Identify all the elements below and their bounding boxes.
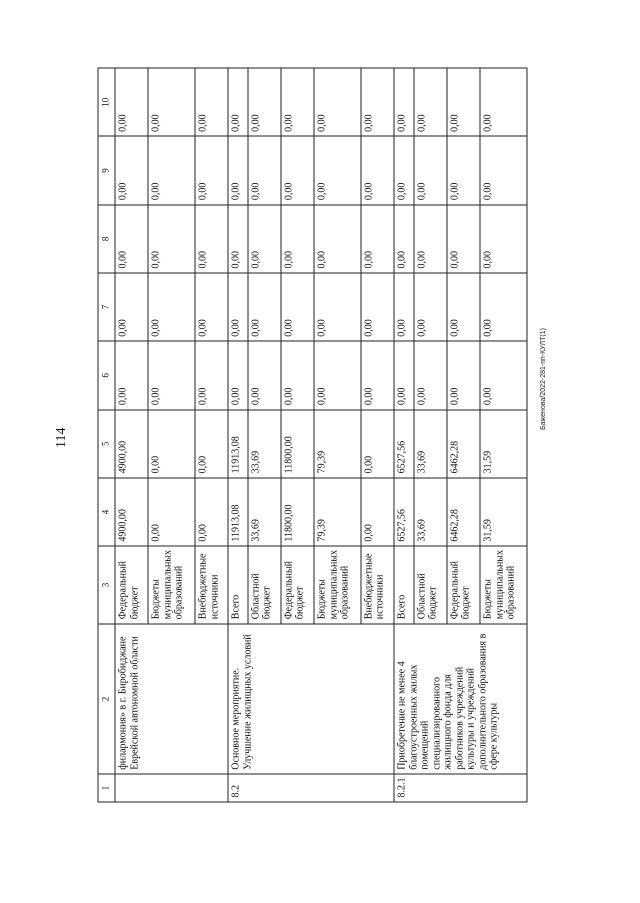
- amount-cell: 0,00: [360, 205, 393, 273]
- amount-cell: 0,00: [480, 205, 527, 273]
- amount-cell: 4900,00: [115, 410, 148, 478]
- amount-cell: 0,00: [280, 273, 313, 341]
- amount-cell: 0,00: [148, 410, 195, 478]
- item-title: Приобретение не менее 4 благоустроенных жилых помещений специализированного жилищного фонда для работников учреждений культуры и учреждений дополнительного образования в сфере культуры: [394, 624, 527, 775]
- amount-cell: 79,39: [314, 410, 361, 478]
- header-row: [98, 68, 115, 802]
- amount-cell: 0,00: [394, 136, 414, 204]
- amount-cell: 0,00: [413, 68, 446, 136]
- amount-cell: 11913,08: [228, 478, 248, 546]
- rotated-table-container: [97, 68, 527, 803]
- amount-cell: 0,00: [195, 341, 228, 409]
- amount-cell: 0,00: [314, 341, 361, 409]
- item-title: филармония» в г. Биробиджане Еврейской автономной области: [115, 624, 228, 775]
- amount-cell: 0,00: [247, 273, 280, 341]
- amount-cell: 0,00: [247, 205, 280, 273]
- column-number-header: 5: [98, 410, 115, 478]
- column-number-header: 4: [98, 478, 115, 546]
- amount-cell: 4900,00: [115, 478, 148, 546]
- amount-cell: 0,00: [148, 273, 195, 341]
- amount-cell: 0,00: [247, 68, 280, 136]
- amount-cell: 0,00: [394, 68, 414, 136]
- amount-cell: 0,00: [446, 136, 479, 204]
- funding-source: Федеральный бюджет: [115, 546, 148, 624]
- amount-cell: 0,00: [228, 136, 248, 204]
- funding-source: Федеральный бюджет: [446, 546, 479, 624]
- amount-cell: 0,00: [446, 205, 479, 273]
- table-row: [394, 68, 414, 802]
- amount-cell: 6527,56: [394, 410, 414, 478]
- amount-cell: 6527,56: [394, 478, 414, 546]
- amount-cell: 0,00: [480, 68, 527, 136]
- column-number-header: 2: [98, 624, 115, 775]
- column-number-header: 6: [98, 341, 115, 409]
- amount-cell: 0,00: [360, 410, 393, 478]
- amount-cell: 0,00: [413, 136, 446, 204]
- amount-cell: 0,00: [195, 205, 228, 273]
- amount-cell: 11800,00: [280, 410, 313, 478]
- column-number-header: 8: [98, 205, 115, 273]
- amount-cell: 33,69: [413, 410, 446, 478]
- amount-cell: 0,00: [446, 341, 479, 409]
- column-number-header: 9: [98, 136, 115, 204]
- column-number-header: 1: [98, 774, 115, 802]
- table-row: [228, 68, 248, 802]
- amount-cell: 0,00: [446, 68, 479, 136]
- amount-cell: 0,00: [480, 341, 527, 409]
- funding-source: Внебюджетные источники: [360, 546, 393, 624]
- column-number-header: 10: [98, 68, 115, 136]
- amount-cell: 0,00: [314, 136, 361, 204]
- amount-cell: 31,59: [480, 410, 527, 478]
- amount-cell: 0,00: [115, 68, 148, 136]
- amount-cell: 0,00: [148, 136, 195, 204]
- amount-cell: 0,00: [360, 478, 393, 546]
- item-number: 8.2.1: [394, 774, 527, 802]
- amount-cell: 0,00: [148, 205, 195, 273]
- amount-cell: 0,00: [247, 341, 280, 409]
- amount-cell: 79,39: [314, 478, 361, 546]
- amount-cell: 0,00: [360, 341, 393, 409]
- amount-cell: 11913,08: [228, 410, 248, 478]
- column-number-header: 3: [98, 546, 115, 624]
- amount-cell: 0,00: [115, 273, 148, 341]
- amount-cell: 0,00: [360, 136, 393, 204]
- amount-cell: 11800,00: [280, 478, 313, 546]
- budget-table: [97, 68, 527, 803]
- amount-cell: 0,00: [195, 478, 228, 546]
- amount-cell: 0,00: [115, 205, 148, 273]
- amount-cell: 0,00: [394, 273, 414, 341]
- amount-cell: 6462,28: [446, 478, 479, 546]
- funding-source: Бюджеты муниципальных образований: [480, 546, 527, 624]
- page-number: 114: [54, 427, 69, 448]
- amount-cell: 0,00: [280, 341, 313, 409]
- funding-source: Всего: [394, 546, 414, 624]
- amount-cell: 0,00: [115, 136, 148, 204]
- item-number: [115, 774, 228, 802]
- funding-source: Федеральный бюджет: [280, 546, 313, 624]
- item-title: Основное мероприятие. Улучшение жилищных условий: [228, 624, 394, 775]
- funding-source: Внебюджетные источники: [195, 546, 228, 624]
- amount-cell: 0,00: [360, 68, 393, 136]
- funding-source: Областной бюджет: [247, 546, 280, 624]
- funding-source: Бюджеты муниципальных образований: [148, 546, 195, 624]
- amount-cell: 33,69: [247, 410, 280, 478]
- amount-cell: 0,00: [247, 136, 280, 204]
- amount-cell: 0,00: [195, 136, 228, 204]
- amount-cell: 0,00: [480, 273, 527, 341]
- amount-cell: 0,00: [314, 205, 361, 273]
- amount-cell: 0,00: [360, 273, 393, 341]
- amount-cell: 0,00: [148, 478, 195, 546]
- amount-cell: 0,00: [228, 273, 248, 341]
- amount-cell: 0,00: [195, 273, 228, 341]
- amount-cell: 0,00: [480, 136, 527, 204]
- item-number: 8.2: [228, 774, 394, 802]
- amount-cell: 0,00: [394, 205, 414, 273]
- amount-cell: 0,00: [413, 205, 446, 273]
- amount-cell: 0,00: [280, 68, 313, 136]
- amount-cell: 31,59: [480, 478, 527, 546]
- funding-source: Бюджеты муниципальных образований: [314, 546, 361, 624]
- amount-cell: 0,00: [148, 341, 195, 409]
- amount-cell: 33,69: [413, 478, 446, 546]
- amount-cell: 0,00: [228, 205, 248, 273]
- amount-cell: 6462,28: [446, 410, 479, 478]
- amount-cell: 0,00: [195, 410, 228, 478]
- amount-cell: 0,00: [314, 273, 361, 341]
- amount-cell: 0,00: [394, 341, 414, 409]
- amount-cell: 0,00: [446, 273, 479, 341]
- amount-cell: 0,00: [413, 341, 446, 409]
- amount-cell: 0,00: [115, 341, 148, 409]
- amount-cell: 0,00: [195, 68, 228, 136]
- table-row: [115, 68, 148, 802]
- amount-cell: 33,69: [247, 478, 280, 546]
- funding-source: Областной бюджет: [413, 546, 446, 624]
- amount-cell: 0,00: [280, 205, 313, 273]
- amount-cell: 0,00: [413, 273, 446, 341]
- amount-cell: 0,00: [228, 68, 248, 136]
- funding-source: Всего: [228, 546, 248, 624]
- amount-cell: 0,00: [148, 68, 195, 136]
- amount-cell: 0,00: [228, 341, 248, 409]
- document-code: Баженова/2022-281-пп-КУЛТ(1): [540, 328, 547, 430]
- amount-cell: 0,00: [280, 136, 313, 204]
- column-number-header: 7: [98, 273, 115, 341]
- amount-cell: 0,00: [314, 68, 361, 136]
